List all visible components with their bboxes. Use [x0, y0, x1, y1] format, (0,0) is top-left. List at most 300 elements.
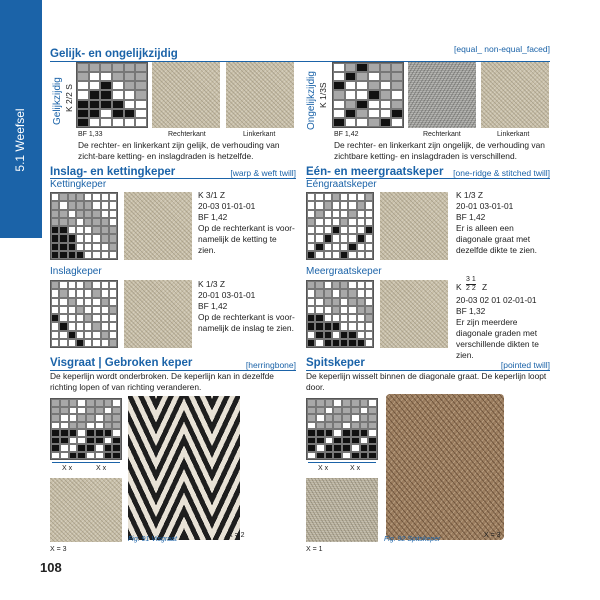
weave-cell [307, 414, 316, 422]
weave-cell [109, 339, 117, 347]
desc-eengraatskeper: Er is alleen een diagonale graat met dezelfde dikte te zien. [456, 223, 538, 255]
weave-cell [333, 444, 342, 452]
weave-cell [51, 444, 60, 452]
weave-cell [325, 399, 334, 407]
weave-cell [315, 210, 323, 218]
weave-cell [368, 81, 380, 90]
weave-cell [92, 210, 100, 218]
weave-cell [348, 251, 356, 259]
weave-cell [342, 422, 351, 430]
section-tag-equal: [equal_ non-equal_faced] [454, 44, 550, 54]
weave-cell [100, 63, 112, 72]
weave-cell [59, 251, 67, 259]
caption-fig91: Fig. 91 Visgraat [128, 536, 177, 543]
weave-cell [92, 306, 100, 314]
weave-cell [340, 251, 348, 259]
weave-cell [135, 72, 147, 81]
weave-cell [51, 201, 59, 209]
weave-grid-meergraatskeper [306, 280, 374, 348]
weave-cell [68, 331, 76, 339]
weave-cell [368, 444, 377, 452]
weave-cell [332, 210, 340, 218]
weave-cell [86, 444, 95, 452]
weave-cell [51, 314, 59, 322]
photo-visgraat [128, 396, 240, 540]
weave-cell [77, 407, 86, 415]
weave-cell [307, 218, 315, 226]
weave-cell [101, 331, 109, 339]
weave-cell [324, 331, 332, 339]
weave-cell [332, 298, 340, 306]
weave-cell [77, 452, 86, 460]
weave-cell [76, 234, 84, 242]
weave-cell [112, 429, 121, 437]
weave-cell [380, 63, 392, 72]
weave-cell [89, 90, 101, 99]
section-tag-ridge: [one-ridge & stitched twill] [453, 168, 550, 178]
weave-cell [59, 210, 67, 218]
weave-cell [324, 289, 332, 297]
repeat-x3b: X = 3 [484, 532, 501, 539]
weave-cell [69, 452, 78, 460]
weave-cell [348, 281, 356, 289]
weave-cell [92, 251, 100, 259]
weave-cell [100, 72, 112, 81]
desc-inslagkeper: Op de rechterkant is voor-namelijk de inslag te zien. [198, 312, 295, 333]
weave-cell [356, 81, 368, 90]
weave-cell [340, 226, 348, 234]
weave-cell [112, 100, 124, 109]
weave-cell [357, 210, 365, 218]
weave-cell [345, 109, 357, 118]
weave-cell [324, 298, 332, 306]
weave-cell [307, 281, 315, 289]
weave-cell [59, 243, 67, 251]
weave-cell [112, 118, 124, 127]
weave-cell [360, 414, 369, 422]
weave-cell [84, 289, 92, 297]
weave-cell [360, 422, 369, 430]
weave-cell [51, 193, 59, 201]
weave-cell [77, 90, 89, 99]
herringbone-band [212, 396, 240, 540]
weave-cell [342, 437, 351, 445]
weave-cell [340, 281, 348, 289]
weave-cell [124, 109, 136, 118]
weave-cell [333, 109, 345, 118]
weave-cell [360, 429, 369, 437]
weave-cell [368, 437, 377, 445]
weave-cell [348, 218, 356, 226]
weave-cell [95, 414, 104, 422]
weave-cell [86, 422, 95, 430]
weave-cell [357, 298, 365, 306]
weave-cell [84, 234, 92, 242]
vlabel-ongelijkzijdig: Ongelijkzijdig [306, 71, 317, 130]
weave-cell [112, 437, 121, 445]
bf-eengraatskeper: BF 1,42 [456, 212, 486, 222]
weave-cell [307, 322, 315, 330]
desc-visgraat: De keperlijn wordt onderbroken. De keperlijn kan in dezelfde richting lopen of van richting veranderen. [50, 371, 274, 392]
weave-cell [124, 118, 136, 127]
weave-cell [76, 322, 84, 330]
chapter-sidebar [0, 0, 42, 238]
weave-cell [315, 306, 323, 314]
weave-cell [340, 201, 348, 209]
weave-cell [95, 429, 104, 437]
weave-cell [59, 298, 67, 306]
weave-cell [112, 72, 124, 81]
weave-cell [332, 306, 340, 314]
weave-cell [351, 452, 360, 460]
weave-grid-kettingkeper [50, 192, 118, 260]
weave-cell [68, 201, 76, 209]
fabric-meergraatskeper [380, 280, 448, 348]
weave-cell [368, 407, 377, 415]
weave-cell [316, 452, 325, 460]
weave-cell [76, 339, 84, 347]
weave-cell [59, 289, 67, 297]
weave-cell [77, 81, 89, 90]
weave-cell [86, 429, 95, 437]
weave-cell [60, 444, 69, 452]
weave-cell [84, 281, 92, 289]
weave-cell [348, 226, 356, 234]
weave-grid-k22s [76, 62, 148, 128]
weave-cell [380, 90, 392, 99]
weave-cell [51, 251, 59, 259]
weave-cell [315, 218, 323, 226]
weave-cell [368, 429, 377, 437]
weave-cell [357, 339, 365, 347]
vlabel-gelijkzijdig: Gelijkzijdig [52, 77, 63, 125]
weave-cell [109, 226, 117, 234]
weave-cell [333, 452, 342, 460]
weave-cell [316, 422, 325, 430]
weave-cell [325, 429, 334, 437]
weave-cell [59, 193, 67, 201]
weave-cell [357, 251, 365, 259]
weave-cell [76, 193, 84, 201]
weave-cell [333, 81, 345, 90]
repeat-xx-1: X x [62, 465, 73, 472]
weave-cell [348, 210, 356, 218]
weave-cell [340, 234, 348, 242]
weave-cell [307, 437, 316, 445]
weave-cell [368, 414, 377, 422]
weave-cell [340, 298, 348, 306]
weave-cell [307, 306, 315, 314]
code-eengraatskeper: K 1/3 Z [456, 190, 483, 200]
weave-cell [51, 339, 59, 347]
weave-cell [109, 331, 117, 339]
weave-grid-visgraat [50, 398, 122, 460]
weave-cell [324, 234, 332, 242]
weave-cell [307, 289, 315, 297]
weave-cell [92, 281, 100, 289]
vcode-k13s: K 1/3S [318, 82, 328, 108]
weave-cell [101, 289, 109, 297]
weave-cell [86, 407, 95, 415]
weave-cell [307, 226, 315, 234]
weave-cell [101, 243, 109, 251]
weave-cell [101, 298, 109, 306]
code-meergraatskeper-z: Z [482, 282, 488, 292]
weave-cell [368, 452, 377, 460]
code-kettingkeper: K 3/1 Z [198, 190, 225, 200]
weave-cell [124, 72, 136, 81]
weave-cell [104, 452, 113, 460]
weave-cell [100, 90, 112, 99]
weave-cell [76, 298, 84, 306]
weave-cell [76, 226, 84, 234]
weave-cell [368, 100, 380, 109]
weave-cell [76, 218, 84, 226]
weave-cell [109, 201, 117, 209]
weave-cell [92, 331, 100, 339]
fabric-face-k13s [408, 62, 476, 128]
weave-cell [342, 452, 351, 460]
weave-cell [51, 218, 59, 226]
weave-cell [109, 251, 117, 259]
weave-cell [368, 63, 380, 72]
weave-cell [365, 226, 373, 234]
weave-cell [84, 298, 92, 306]
notation-inslagkeper: 20-01 03-01-01 [198, 290, 256, 300]
weave-cell [357, 218, 365, 226]
weave-cell [51, 429, 60, 437]
weave-cell [324, 322, 332, 330]
weave-cell [101, 234, 109, 242]
weave-cell [357, 289, 365, 297]
section-tag-warp-weft: [warp & weft twill] [230, 168, 296, 178]
weave-cell [84, 339, 92, 347]
weave-cell [345, 63, 357, 72]
weave-cell [325, 437, 334, 445]
weave-cell [340, 193, 348, 201]
weave-cell [357, 243, 365, 251]
section-tag-herringbone: [herringbone] [245, 360, 296, 370]
bf-inslagkeper: BF 1,42 [198, 301, 228, 311]
weave-cell [391, 81, 403, 90]
page-number: 108 [40, 560, 62, 575]
weave-cell [324, 226, 332, 234]
weave-cell [351, 407, 360, 415]
weave-cell [333, 414, 342, 422]
weave-cell [340, 322, 348, 330]
section-title-equal: Gelijk- en ongelijkzijdig [50, 48, 178, 60]
weave-cell [315, 193, 323, 201]
weave-cell [315, 339, 323, 347]
weave-cell [92, 193, 100, 201]
weave-cell [307, 201, 315, 209]
weave-cell [104, 399, 113, 407]
weave-cell [101, 314, 109, 322]
weave-cell [112, 414, 121, 422]
weave-cell [112, 81, 124, 90]
bf-k22s: BF 1,33 [78, 131, 103, 138]
weave-grid-inslagkeper [50, 280, 118, 348]
weave-cell [59, 314, 67, 322]
weave-cell [69, 422, 78, 430]
weave-cell [69, 399, 78, 407]
weave-cell [365, 193, 373, 201]
weave-cell [332, 331, 340, 339]
weave-cell [340, 243, 348, 251]
weave-cell [84, 322, 92, 330]
weave-cell [77, 437, 86, 445]
weave-cell [51, 243, 59, 251]
weave-cell [89, 63, 101, 72]
weave-cell [316, 399, 325, 407]
weave-cell [333, 399, 342, 407]
weave-grid-spitskeper [306, 398, 378, 460]
weave-cell [51, 452, 60, 460]
weave-cell [59, 281, 67, 289]
weave-cell [345, 72, 357, 81]
weave-cell [380, 81, 392, 90]
weave-cell [112, 407, 121, 415]
bf-kettingkeper: BF 1,42 [198, 212, 228, 222]
weave-cell [51, 226, 59, 234]
weave-cell [109, 322, 117, 330]
weave-cell [77, 414, 86, 422]
weave-cell [84, 193, 92, 201]
weave-cell [351, 444, 360, 452]
section-title-ridge: Eén- en meergraatskeper [306, 166, 444, 178]
weave-cell [307, 193, 315, 201]
weave-cell [342, 399, 351, 407]
weave-cell [68, 322, 76, 330]
weave-cell [68, 281, 76, 289]
weave-cell [135, 90, 147, 99]
weave-cell [333, 422, 342, 430]
weave-cell [101, 226, 109, 234]
weave-cell [76, 210, 84, 218]
weave-cell [333, 90, 345, 99]
weave-cell [357, 201, 365, 209]
weave-cell [135, 100, 147, 109]
weave-cell [316, 429, 325, 437]
weave-cell [101, 306, 109, 314]
weave-cell [92, 201, 100, 209]
sub-kettingkeper: Kettingkeper [50, 179, 107, 190]
weave-cell [109, 193, 117, 201]
label-rechterkant-2: Rechterkant [423, 131, 461, 138]
weave-cell [100, 100, 112, 109]
weave-cell [324, 251, 332, 259]
weave-cell [68, 339, 76, 347]
weave-cell [95, 407, 104, 415]
weave-cell [380, 109, 392, 118]
weave-cell [360, 437, 369, 445]
weave-cell [51, 422, 60, 430]
weave-cell [59, 331, 67, 339]
weave-cell [332, 234, 340, 242]
weave-cell [380, 72, 392, 81]
weave-cell [112, 399, 121, 407]
weave-cell [307, 298, 315, 306]
weave-cell [356, 72, 368, 81]
weave-cell [315, 226, 323, 234]
weave-cell [84, 201, 92, 209]
weave-cell [68, 289, 76, 297]
weave-cell [348, 298, 356, 306]
weave-cell [109, 281, 117, 289]
weave-cell [348, 331, 356, 339]
weave-cell [109, 314, 117, 322]
weave-cell [340, 218, 348, 226]
weave-cell [69, 437, 78, 445]
weave-cell [340, 331, 348, 339]
weave-cell [76, 243, 84, 251]
weave-cell [84, 314, 92, 322]
weave-cell [365, 251, 373, 259]
weave-cell [348, 234, 356, 242]
weave-cell [332, 218, 340, 226]
weave-cell [360, 399, 369, 407]
weave-cell [391, 100, 403, 109]
weave-cell [368, 72, 380, 81]
weave-cell [77, 100, 89, 109]
weave-cell [59, 234, 67, 242]
weave-cell [365, 289, 373, 297]
weave-cell [124, 81, 136, 90]
label-linkerkant: Linkerkant [243, 131, 276, 138]
weave-cell [77, 429, 86, 437]
chapter-label: 5.1 Weefsel [13, 108, 27, 172]
weave-cell [86, 437, 95, 445]
weave-cell [357, 306, 365, 314]
weave-cell [95, 452, 104, 460]
weave-cell [77, 72, 89, 81]
weave-cell [100, 109, 112, 118]
weave-cell [365, 243, 373, 251]
weave-cell [342, 414, 351, 422]
weave-cell [92, 339, 100, 347]
weave-cell [89, 109, 101, 118]
weave-cell [51, 399, 60, 407]
weave-cell [68, 226, 76, 234]
weave-cell [360, 452, 369, 460]
weave-cell [51, 322, 59, 330]
weave-cell [348, 322, 356, 330]
weave-cell [356, 63, 368, 72]
weave-cell [59, 339, 67, 347]
weave-cell [92, 226, 100, 234]
weave-cell [84, 218, 92, 226]
weave-cell [332, 281, 340, 289]
weave-cell [345, 100, 357, 109]
weave-cell [100, 118, 112, 127]
weave-cell [351, 429, 360, 437]
weave-cell [104, 444, 113, 452]
weave-cell [315, 298, 323, 306]
weave-cell [68, 298, 76, 306]
weave-cell [351, 414, 360, 422]
weave-cell [104, 429, 113, 437]
sub-meergraatskeper: Meergraatskeper [306, 266, 382, 277]
weave-cell [351, 437, 360, 445]
bf-k13s: BF 1,42 [334, 131, 359, 138]
weave-cell [360, 407, 369, 415]
weave-cell [124, 100, 136, 109]
weave-cell [332, 289, 340, 297]
weave-cell [357, 331, 365, 339]
weave-cell [109, 243, 117, 251]
repeat-x2: X = 2 [228, 532, 245, 539]
weave-cell [333, 429, 342, 437]
